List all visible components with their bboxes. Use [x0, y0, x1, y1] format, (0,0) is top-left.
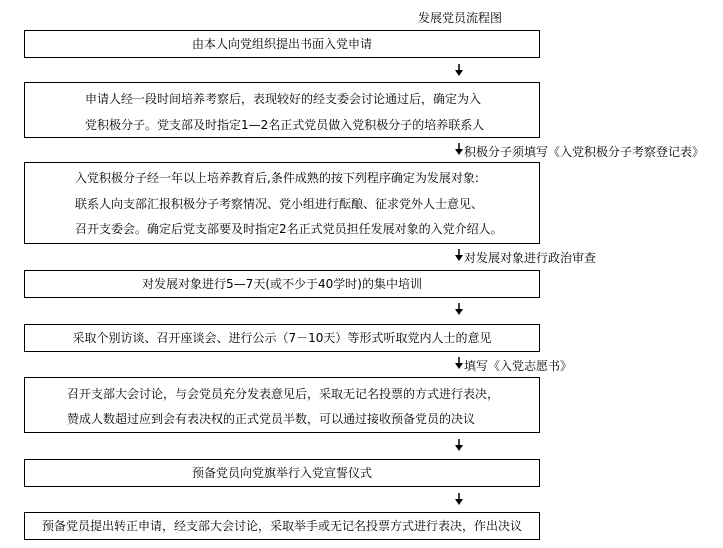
- down-arrow-icon: [454, 439, 464, 451]
- step-6-branch-meeting-box: [24, 377, 540, 433]
- step-6-text-line-2: 赞成人数超过应到会有表决权的正式党员半数，可以通过接收预备党员的决议: [67, 412, 476, 426]
- down-arrow-icon: [454, 303, 464, 315]
- down-arrow-icon: [454, 357, 464, 369]
- step-4-training-box: [24, 270, 540, 298]
- note-political-review: 对发展对象进行政治审查: [464, 251, 597, 265]
- step-3-text-line-1: 入党积极分子经一年以上培养教育后,条件成熟的按下列程序确定为发展对象:: [75, 171, 479, 185]
- down-arrow-icon: [454, 249, 464, 261]
- step-2-text-line-1: 申请人经一段时间培养考察后，表现较好的经支委会讨论通过后，确定为入: [85, 92, 482, 106]
- step-7-oath-box: [24, 459, 540, 487]
- step-2-text-line-2: 党积极分子。党支部及时指定1—2名正式党员做入党积极分子的培养联系人: [85, 118, 485, 132]
- step-6-text-line-1: 召开支部大会讨论，与会党员充分发表意见后，采取无记名投票的方式进行表决，: [67, 387, 500, 401]
- step-2-activist-box: [24, 82, 540, 138]
- step-1-apply-box: [24, 30, 540, 58]
- step-8-text: 预备党员提出转正申请，经支部大会讨论，采取举手或无记名投票方式进行表决，作出决议: [41, 519, 522, 533]
- step-3-text-line-2: 联系人向支部汇报积极分子考察情况、党小组进行酝酿、征求党外人士意见、: [75, 197, 484, 211]
- step-3-text-line-3: 召开支委会。确定后党支部要及时指定2名正式党员担任发展对象的入党介绍人。: [75, 222, 503, 236]
- note-activist-registration: 积极分子须填写《入党积极分子考察登记表》: [464, 145, 705, 159]
- down-arrow-icon: [454, 143, 464, 155]
- step-1-text: 由本人向党组织提出书面入党申请: [191, 37, 372, 51]
- note-application-form: 填写《入党志愿书》: [464, 359, 573, 373]
- step-3-candidate-box: [24, 162, 540, 244]
- step-4-text: 对发展对象进行5—7天(或不少于40学时)的集中培训: [142, 277, 422, 291]
- step-7-text: 预备党员向党旗举行入党宣誓仪式: [191, 466, 372, 480]
- step-8-full-membership-box: [24, 512, 540, 540]
- step-5-opinion-box: [24, 324, 540, 352]
- diagram-title: 发展党员流程图: [418, 11, 503, 25]
- down-arrow-icon: [454, 493, 464, 505]
- step-5-text: 采取个别访谈、召开座谈会、进行公示（7－10天）等形式听取党内人士的意见: [72, 331, 492, 345]
- down-arrow-icon: [454, 64, 464, 76]
